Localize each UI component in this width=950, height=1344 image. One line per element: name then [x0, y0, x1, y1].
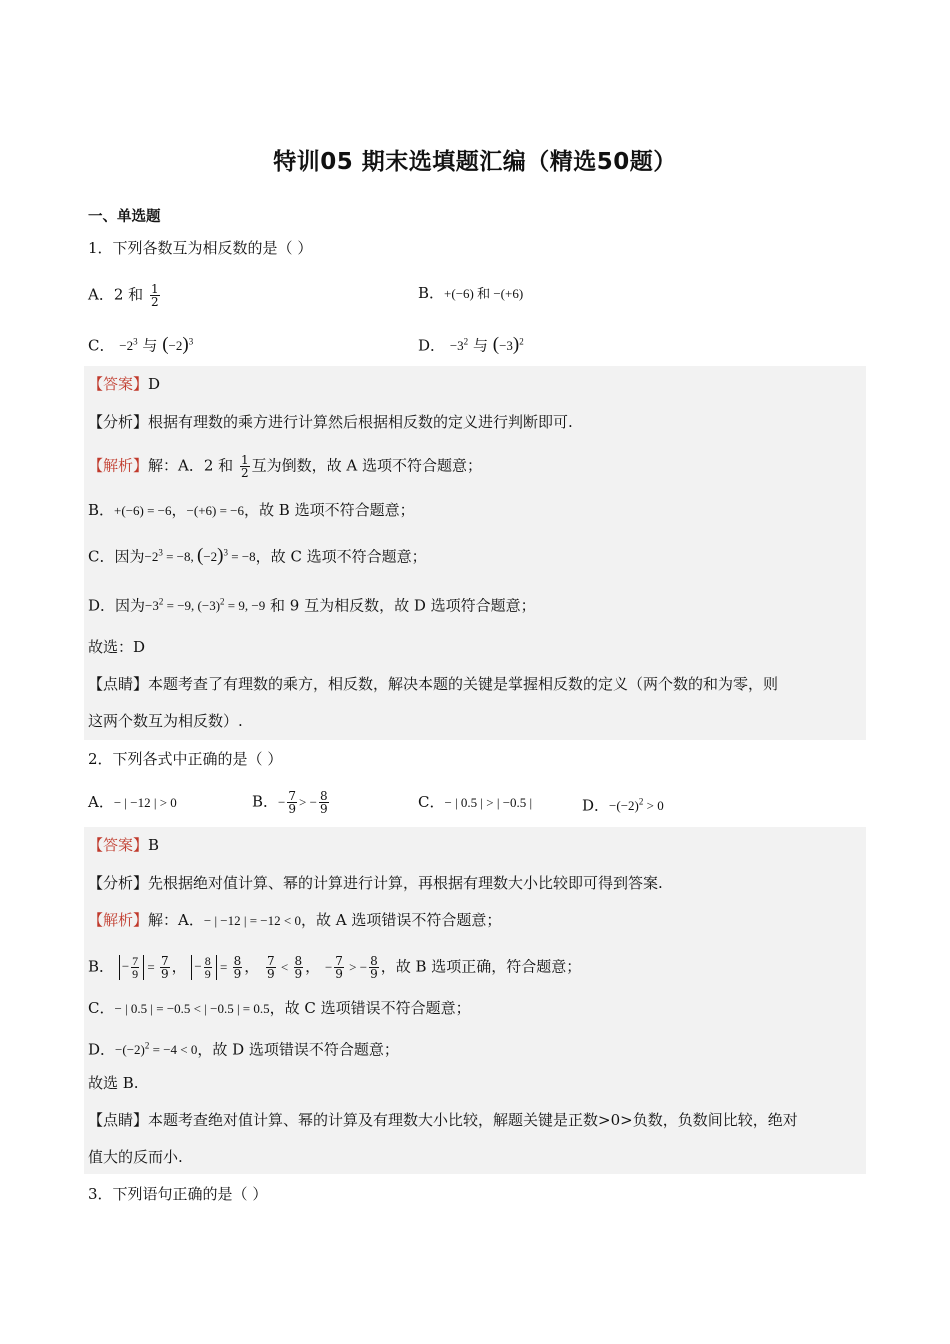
q1-analysis: 【分析】根据有理数的乘方进行计算然后根据相反数的定义进行判断即可.	[88, 413, 573, 431]
q2-analysis: 【分析】先根据绝对值计算、幂的计算进行计算，再根据有理数大小比较即可得到答案.	[88, 874, 663, 892]
q1-option-c[interactable]: C． $-2^3$ 与 $(-2)^3$	[88, 334, 194, 356]
q2-solution-a: 【解析】解：A．− | −12 | = −12 < 0，故 A 选项错误不符合题意；	[88, 911, 502, 929]
q1-solution-a: 【解析】解：A．2 和 $\frac{1}{2}$ 互为倒数，故 A 选项不符合题意；	[88, 453, 482, 480]
q1-choose: 故选：D	[88, 638, 146, 656]
q2-option-b[interactable]: B．− $\frac{7}{9}$ > − $\frac{8}{9}$	[252, 789, 328, 816]
q1-solution-d: D．因为$-3^2 = -9$, $(-3)^2 = 9$, −9 和 9 互为相反数，故 D 选项符合题意；	[88, 596, 536, 615]
q2-option-c[interactable]: C．− | 0.5 | > | −0.5 |	[418, 793, 533, 811]
q2-solution-d: D．$-(-2)^2 = -4 < 0$，故 D 选项错误不符合题意；	[88, 1040, 399, 1059]
q1-answer: 【答案】D	[88, 375, 161, 393]
q2-choose: 故选 B.	[88, 1074, 139, 1092]
q1-comment-cont: 这两个数互为相反数）.	[88, 712, 243, 730]
fraction-one-half: $\frac{1}{2}$	[150, 282, 159, 309]
q1-option-b[interactable]: B．+(−6) 和 −(+6)	[418, 284, 524, 302]
q2-solution-block	[84, 827, 866, 1174]
q2-solution-b: B． − $\frac{7}{9}$ = $\frac{7}{9}$ ， − $\frac{8}{9}$ = $\frac{8}{9}$ ， $\frac{7}{9}$ < $\frac{8}{9}$ ， − $\frac{7}{9}$ > − $\frac{8}{9}$ ，故 B 选项正确，符合题意；	[88, 954, 582, 981]
q1-comment: 【点睛】本题考查了有理数的乘方，相反数，解决本题的关键是掌握相反数的定义（两个数的和为零，则	[88, 675, 779, 693]
q1-option-d[interactable]: D． $-3^2$ 与 $(-3)^2$	[418, 334, 524, 356]
q3-stem: 3．下列语句正确的是（ ）	[88, 1185, 268, 1203]
q1-option-a[interactable]: A．2 和 $\frac{1}{2}$	[88, 282, 159, 309]
q2-solution-c: C．− | 0.5 | = −0.5 < | −0.5 | = 0.5，故 C 选项错误不符合题意；	[88, 999, 471, 1017]
q1-solution-c: C．因为$-2^3 = -8$, $(-2)^3 = -8$，故 C 选项不符合题意；	[88, 545, 427, 567]
section-heading: 一、单选题	[88, 209, 161, 225]
q1-solution-block	[84, 366, 866, 740]
q2-option-a[interactable]: A．− | −12 | > 0	[88, 793, 177, 811]
q1-stem: 1．下列各数互为相反数的是（ ）	[88, 239, 313, 257]
q2-option-d[interactable]: D．$-(-2)^2 > 0$	[582, 796, 664, 815]
q2-answer: 【答案】B	[88, 836, 160, 854]
q2-comment: 【点睛】本题考查绝对值计算、幂的计算及有理数大小比较，解题关键是正数>0>负数，负数间比较，绝对	[88, 1111, 798, 1129]
q2-comment-cont: 值大的反而小.	[88, 1148, 183, 1166]
page-title: 特训05 期末选填题汇编（精选50题）	[273, 149, 677, 175]
q2-stem: 2．下列各式中正确的是（ ）	[88, 750, 283, 768]
q1-solution-b: B．+(−6) = −6，−(+6) = −6，故 B 选项不符合题意；	[88, 501, 415, 519]
